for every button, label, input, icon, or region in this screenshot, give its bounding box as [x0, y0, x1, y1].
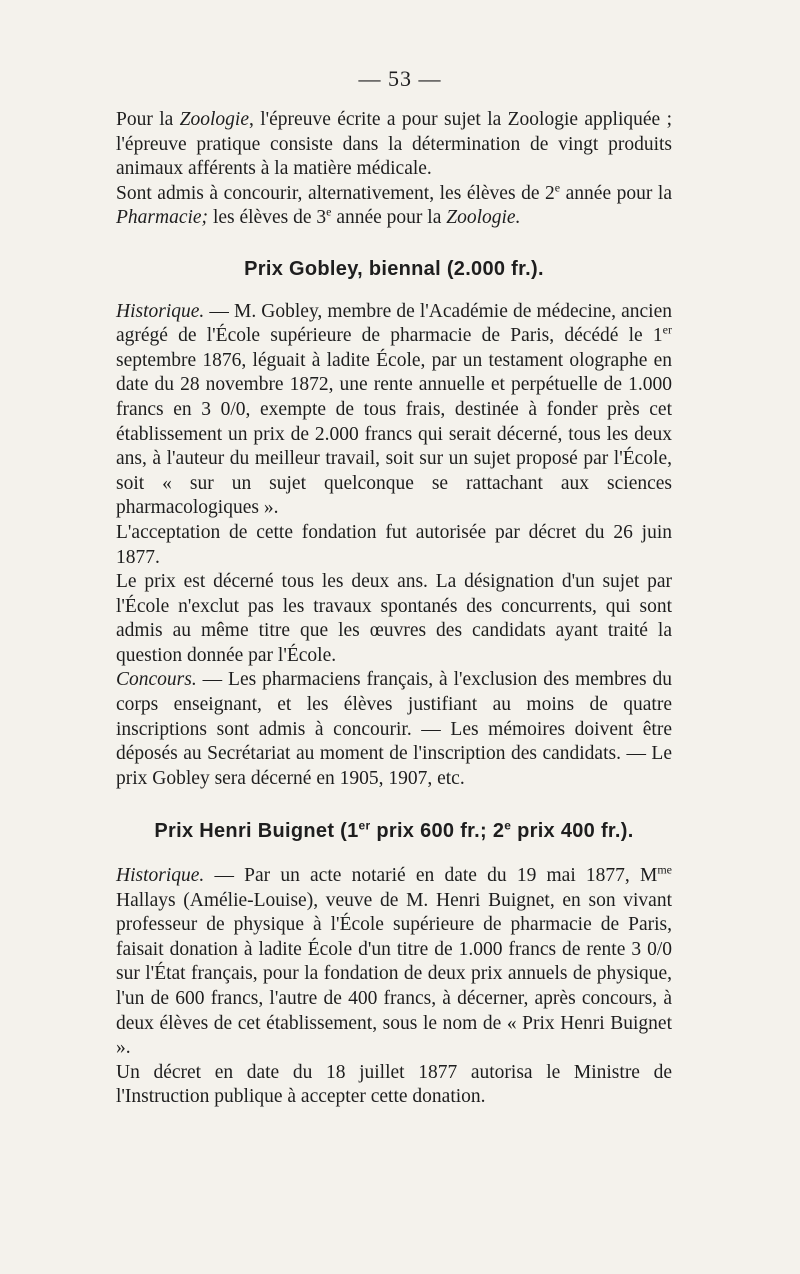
text-run: , l'épreuve écrite a pour sujet la Zoologie appliquée ; l'épreuve pratique consiste dans la détermination de vingt produits animaux afférents à la matière médicale.: [116, 109, 672, 180]
zoologie-paragraph: [116, 108, 672, 182]
text-run: Pour la: [116, 109, 180, 130]
text-run: septembre 1876, léguait à ladite École, par un testament olographe en date du 28 novembre 1872, une rente annuelle et perpétuelle de 1.000 francs en 3 0/0, exempte de tous frais, destinée à fonder près cet établissement un prix de 2.000 francs qui serait décerné, tous les deux ans, à l'auteur du meilleur travail, soit sur un sujet proposé par l'École, soit « sur un sujet quelconque se rattachant aux sciences pharmacologiques ».: [116, 349, 672, 519]
page-number: — 53 —: [358, 66, 442, 91]
gobley-concours-paragraph: [116, 668, 672, 791]
text-run: — Les pharmaciens français, à l'exclusion des membres du corps enseignant, et les élèves justifiant au moins de quatre inscriptions sont admis à concourir. — Les mémoires doivent être déposés au Secrétariat au moment de l'inscription des candidats. — Le prix Gobley sera décerné en 1905, 1907, etc.: [116, 669, 672, 789]
gobley-prix-paragraph: Le prix est décerné tous les deux ans. La désignation d'un sujet par l'École n'exclut pas les travaux spontanés des concurrents, qui sont admis au même titre que les œuvres des candidats ayant traité la question donnée par l'École.: [116, 571, 672, 666]
admission-paragraph: [116, 182, 672, 231]
superscript: me: [657, 862, 672, 877]
superscript: e: [504, 818, 512, 833]
text-run: Prix Henri Buignet (1: [154, 820, 359, 843]
buignet-heading: [116, 819, 672, 844]
superscript: er: [662, 322, 672, 337]
page-body: [116, 108, 672, 1110]
italic-term: Zoologie: [179, 109, 249, 130]
buignet-historique-paragraph: [116, 864, 672, 1061]
superscript: er: [358, 818, 371, 833]
text-run: prix 400 fr.).: [511, 820, 634, 843]
superscript: e: [554, 180, 561, 195]
section-label: Historique.: [116, 865, 205, 887]
gobley-historique-paragraph: [116, 300, 672, 521]
italic-term: Zoologie.: [446, 207, 521, 229]
superscript: e: [326, 204, 332, 219]
text-run: année pour la: [331, 207, 447, 229]
text-run: — M. Gobley, membre de l'Académie de médecine, ancien agrégé de l'École supérieure de pharmacie de Paris, décédé le 1: [116, 300, 672, 347]
text-run: année pour la: [560, 182, 672, 204]
text-run: les élèves de 3: [208, 207, 327, 229]
section-label: Concours.: [116, 669, 197, 691]
section-label: Historique.: [116, 300, 205, 322]
text-run: prix 600 fr.; 2: [370, 820, 505, 843]
gobley-heading: Prix Gobley, biennal (2.000 fr.).: [244, 257, 544, 280]
buignet-decret-paragraph: Un décret en date du 18 juillet 1877 autorisa le Ministre de l'Instruction publique à accepter cette donation.: [116, 1061, 672, 1108]
text-run: — Par un acte notarié en date du 19 mai 1877, M: [204, 865, 658, 887]
italic-term: Pharmacie;: [116, 207, 209, 229]
gobley-acceptation-paragraph: L'acceptation de cette fondation fut autorisée par décret du 26 juin 1877.: [116, 521, 672, 568]
text-run: Hallays (Amélie-Louise), veuve de M. Henri Buignet, en son vivant professeur de physique à l'École supérieure de pharmacie de Paris, faisait donation à ladite École d'un titre de 1.000 francs de rente 3 0/0 sur l'État français, pour la fondation de deux prix annuels de physique, l'un de 600 francs, l'autre de 400 francs, à décerner, après concours, à deux élèves de cet établissement, sous le nom de « Prix Henri Buignet ».: [116, 889, 672, 1059]
text-run: Sont admis à concourir, alternativement, les élèves de 2: [116, 182, 555, 204]
